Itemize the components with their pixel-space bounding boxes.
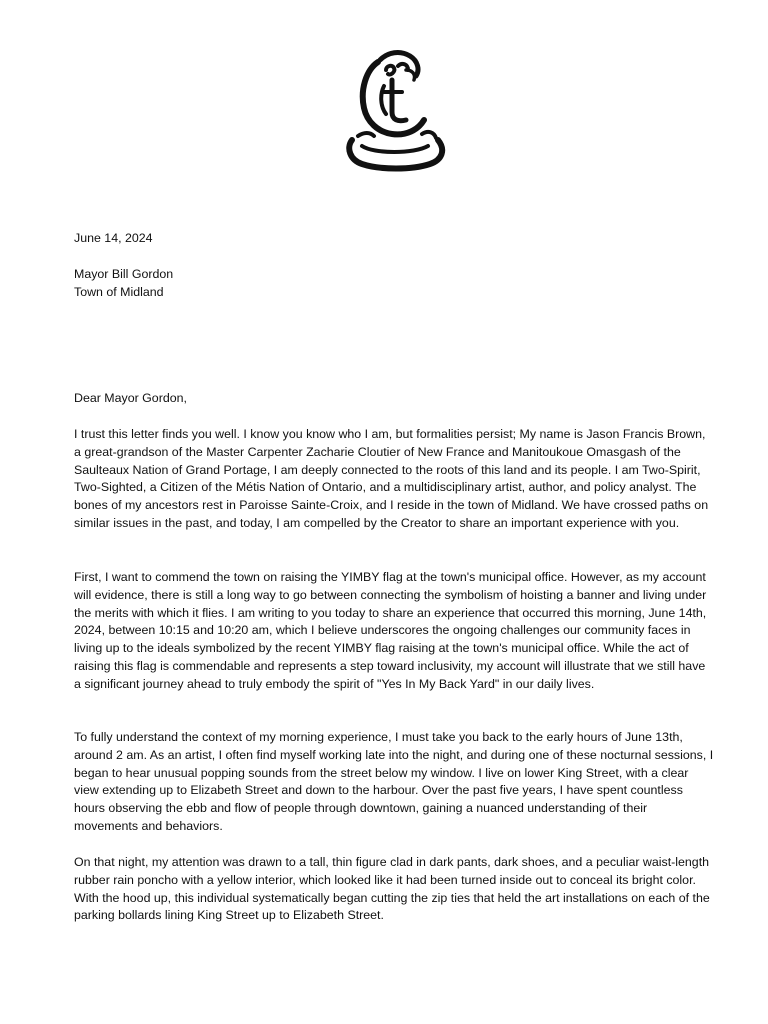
letter-date: June 14, 2024 xyxy=(74,231,153,245)
salutation: Dear Mayor Gordon, xyxy=(74,391,187,405)
body-paragraph: To fully understand the context of my morning experience, I must take you back to the early hours of June 13th, around 2 am. As an artist, I often find myself working late into the night, and during one of these nocturnal sessions, I began to hear unusual popping sounds from the street below my window. I live on lower King Street, with a clear view extending up to Elizabeth Street and down to the harbour. Over the past five years, I have spent countless hours observing the ebb and flow of people through downtown, gaining a nuanced understanding of their movements and behaviors. xyxy=(74,730,714,833)
body-paragraph: First, I want to commend the town on raising the YIMBY flag at the town's municipal office. However, as my account will evidence, there is still a long way to go between connecting the symbolism of hoisting a banner and living under the merits with which it flies. I am writing to you today to share an experience that occurred this morning, June 14th, 2024, between 10:15 and 10:20 am, which I believe underscores the ongoing challenges our community faces in living up to the ideals symbolized by the recent YIMBY flag raising at the town's municipal office. While the act of raising this flag is commendable and represents a step toward inclusivity, my account will illustrate that we still have a significant journey ahead to truly embody the spirit of "Yes In My Back Yard" in our daily lives. xyxy=(74,570,707,691)
recipient-organization: Town of Midland xyxy=(74,285,164,299)
body-paragraph: On that night, my attention was drawn to a tall, thin figure clad in dark pants, dark shoes, and a peculiar waist-length rubber rain poncho with a yellow interior, which looked like it had been turned inside out to conceal its bright color. With the hood up, this individual systematically began cutting the zip ties that held the art installations on each of the parking bollards lining King Street up to Elizabeth Street. xyxy=(74,855,710,923)
recipient-name: Mayor Bill Gordon xyxy=(74,267,174,281)
monogram-logo-icon xyxy=(340,40,452,176)
body-paragraph: I trust this letter finds you well. I know you know who I am, but formalities persist; My name is Jason Francis Brown, a great-grandson of the Master Carpenter Zacharie Cloutier of New France and Manitoukoue Omasgash of the Saulteaux Nation of Grand Portage, I am deeply connected to the roots of this land and its people. I am Two-Spirit, Two-Sighted, a Citizen of the Métis Nation of Ontario, and a multidisciplinary artist, author, and policy analyst. The bones of my ancestors rest in Paroisse Sainte-Croix, and I reside in the town of Midland. We have crossed paths on similar issues in the past, and today, I am compelled by the Creator to share an important experience with you. xyxy=(74,427,709,530)
